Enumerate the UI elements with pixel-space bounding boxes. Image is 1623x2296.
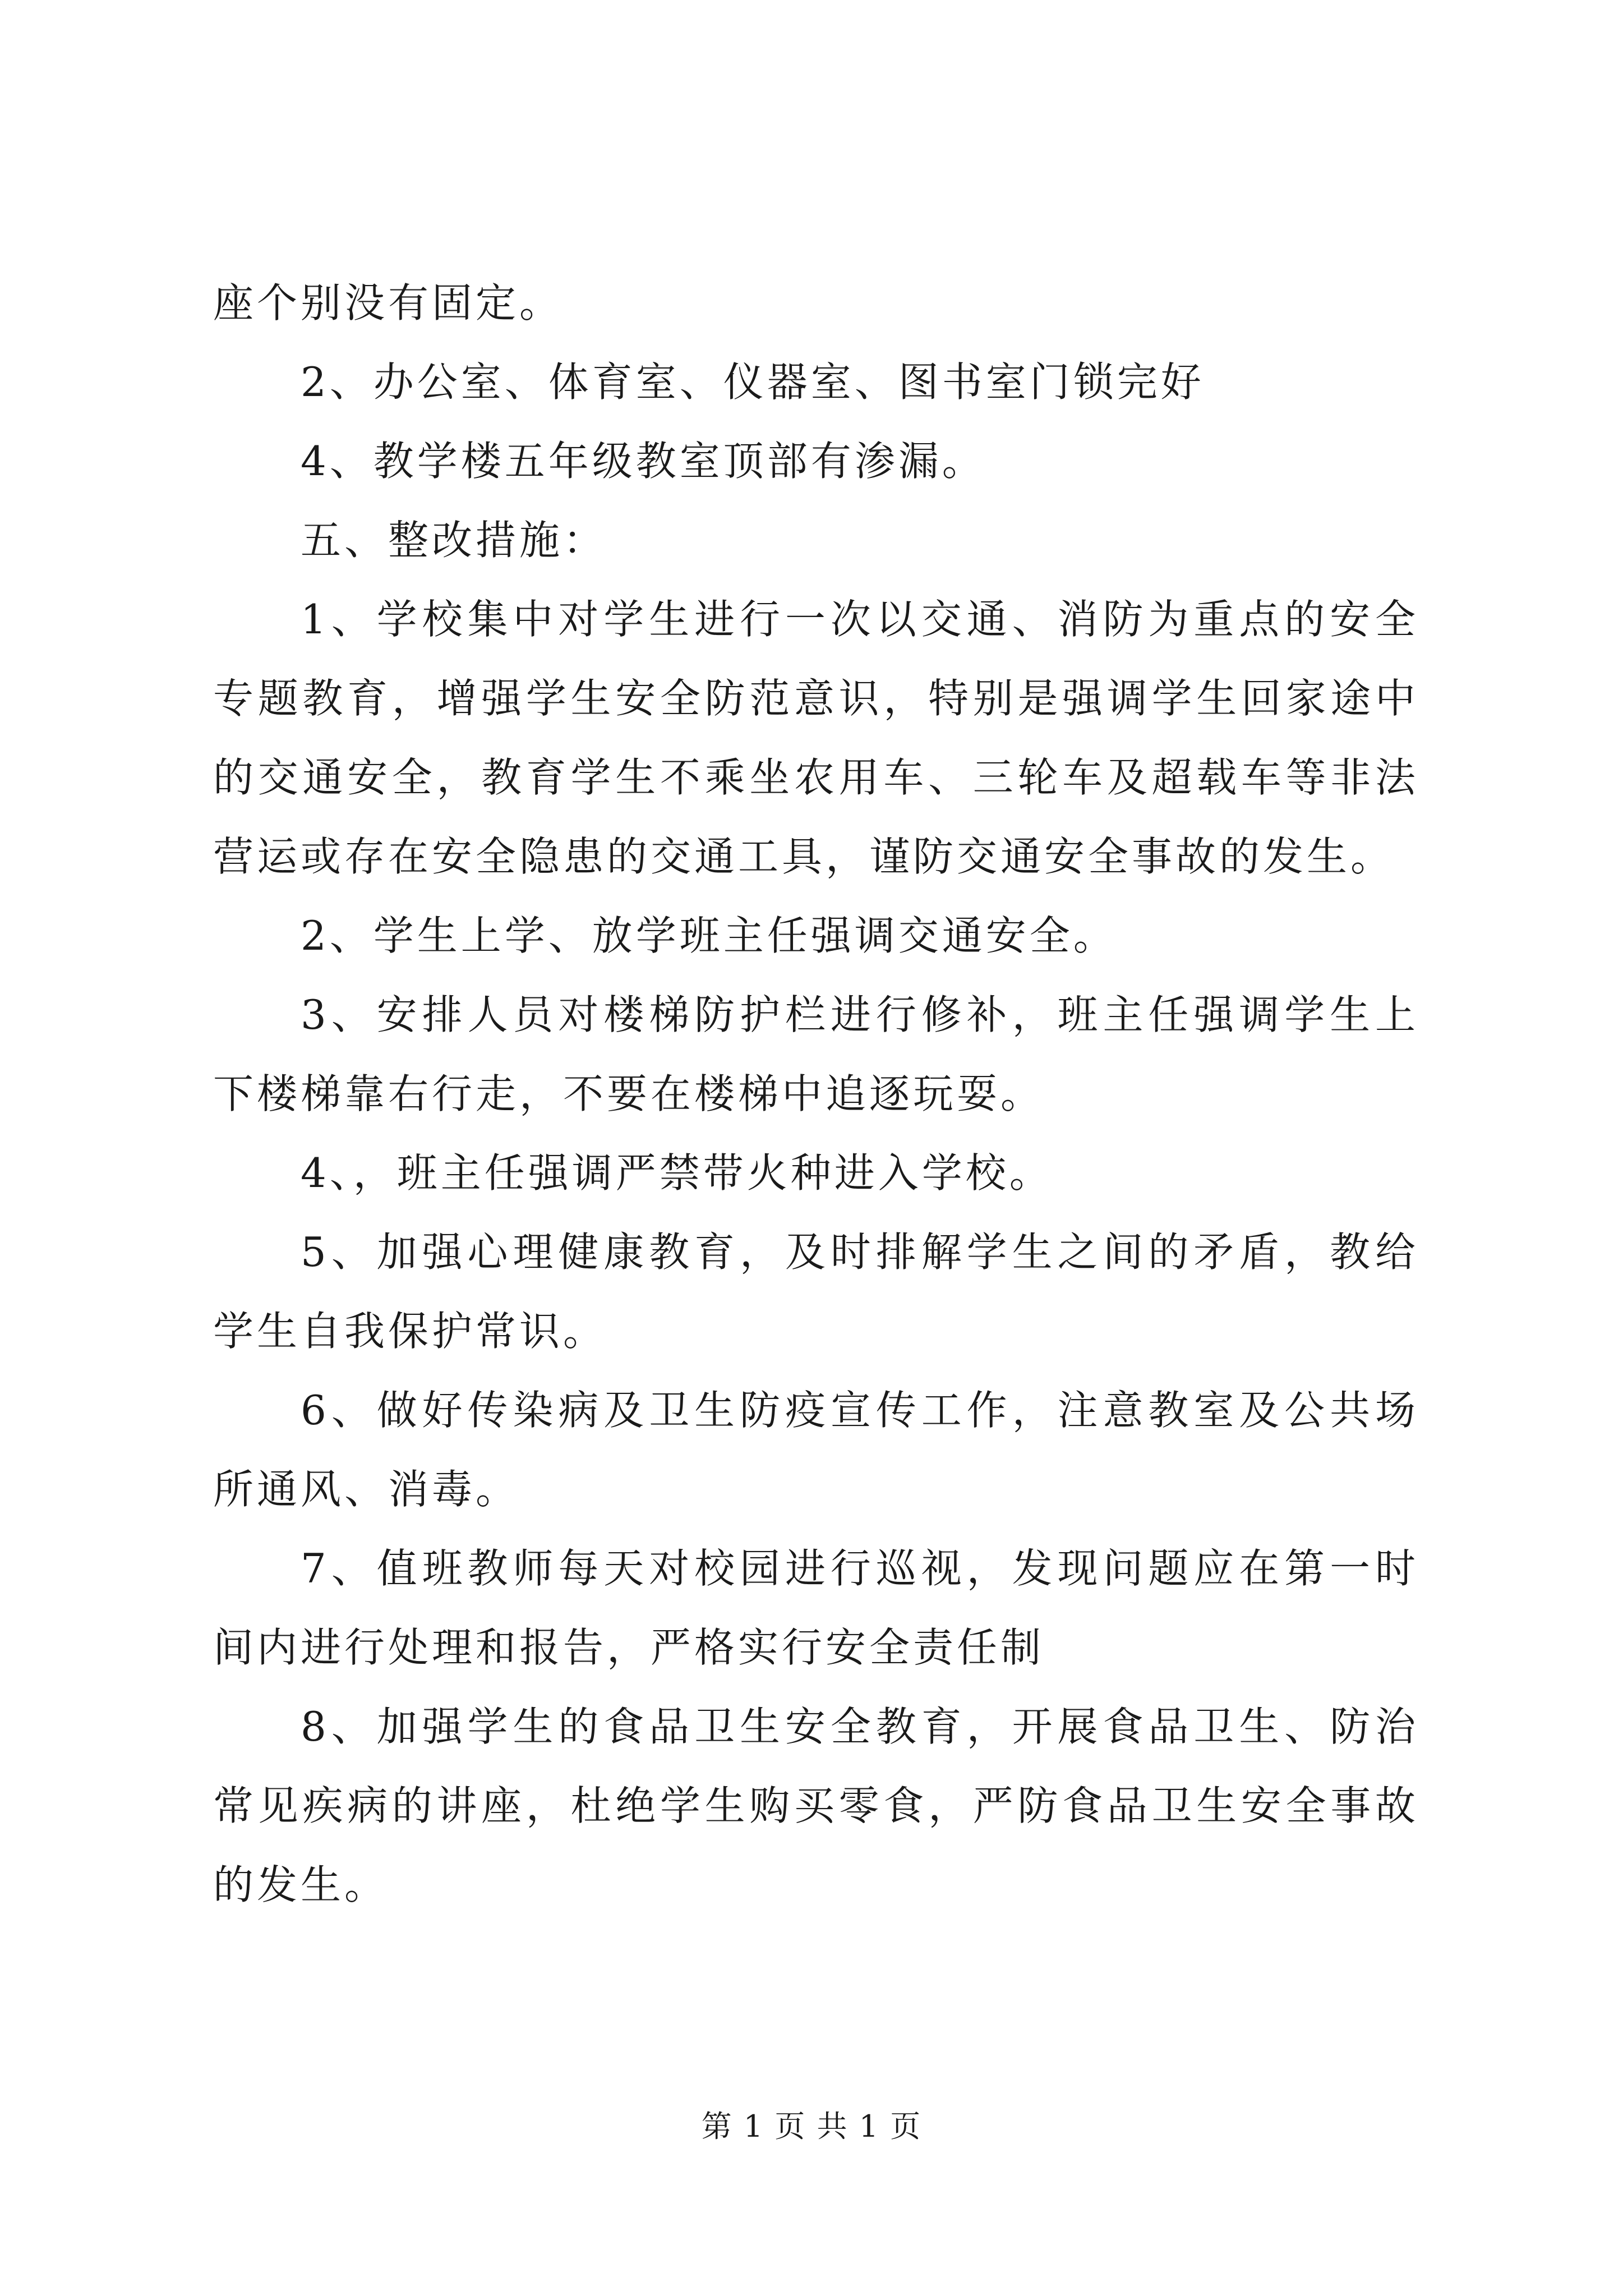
paragraph: 6、做好传染病及卫生防疫宣传工作，注意教室及公共场所通风、消毒。 bbox=[213, 1387, 1419, 1513]
paragraph: 座个别没有固定。 bbox=[213, 279, 564, 326]
page-footer: 第 1 页 共 1 页 bbox=[701, 2109, 922, 2144]
paragraph: 7、值班教师每天对校园进行巡视，发现问题应在第一时间内进行处理和报告，严格实行安全责任制 bbox=[213, 1545, 1419, 1671]
paragraph: 1、学校集中对学生进行一次以交通、消防为重点的安全专题教育，增强学生安全防范意识，特别是强调学生回家途中的交通安全，教育学生不乘坐农用车、三轮车及超载车等非法营运或存在安全隐患的交通工具，谨防交通安全事故的发生。 bbox=[213, 596, 1419, 880]
paragraph: 8、加强学生的食品卫生安全教育，开展食品卫生、防治常见疾病的讲座，杜绝学生购买零食，严防食品卫生安全事故的发生。 bbox=[213, 1703, 1419, 1908]
section-heading: 五、整改措施： bbox=[301, 517, 607, 564]
paragraph: 2、办公室、体育室、仪器室、图书室门锁完好 bbox=[301, 358, 1205, 406]
paragraph: 5、加强心理健康教育，及时排解学生之间的矛盾，教给学生自我保护常识。 bbox=[213, 1228, 1419, 1355]
paragraph: 4、，班主任强调严禁带火种进入学校。 bbox=[301, 1149, 1053, 1197]
paragraph: 2、学生上学、放学班主任强调交通安全。 bbox=[301, 912, 1117, 959]
document-body bbox=[213, 264, 1419, 1925]
paragraph: 3、安排人员对楼梯防护栏进行修补，班主任强调学生上下楼梯靠右行走，不要在楼梯中追逐玩耍。 bbox=[213, 991, 1419, 1117]
paragraph: 4、教学楼五年级教室顶部有渗漏。 bbox=[301, 438, 986, 485]
